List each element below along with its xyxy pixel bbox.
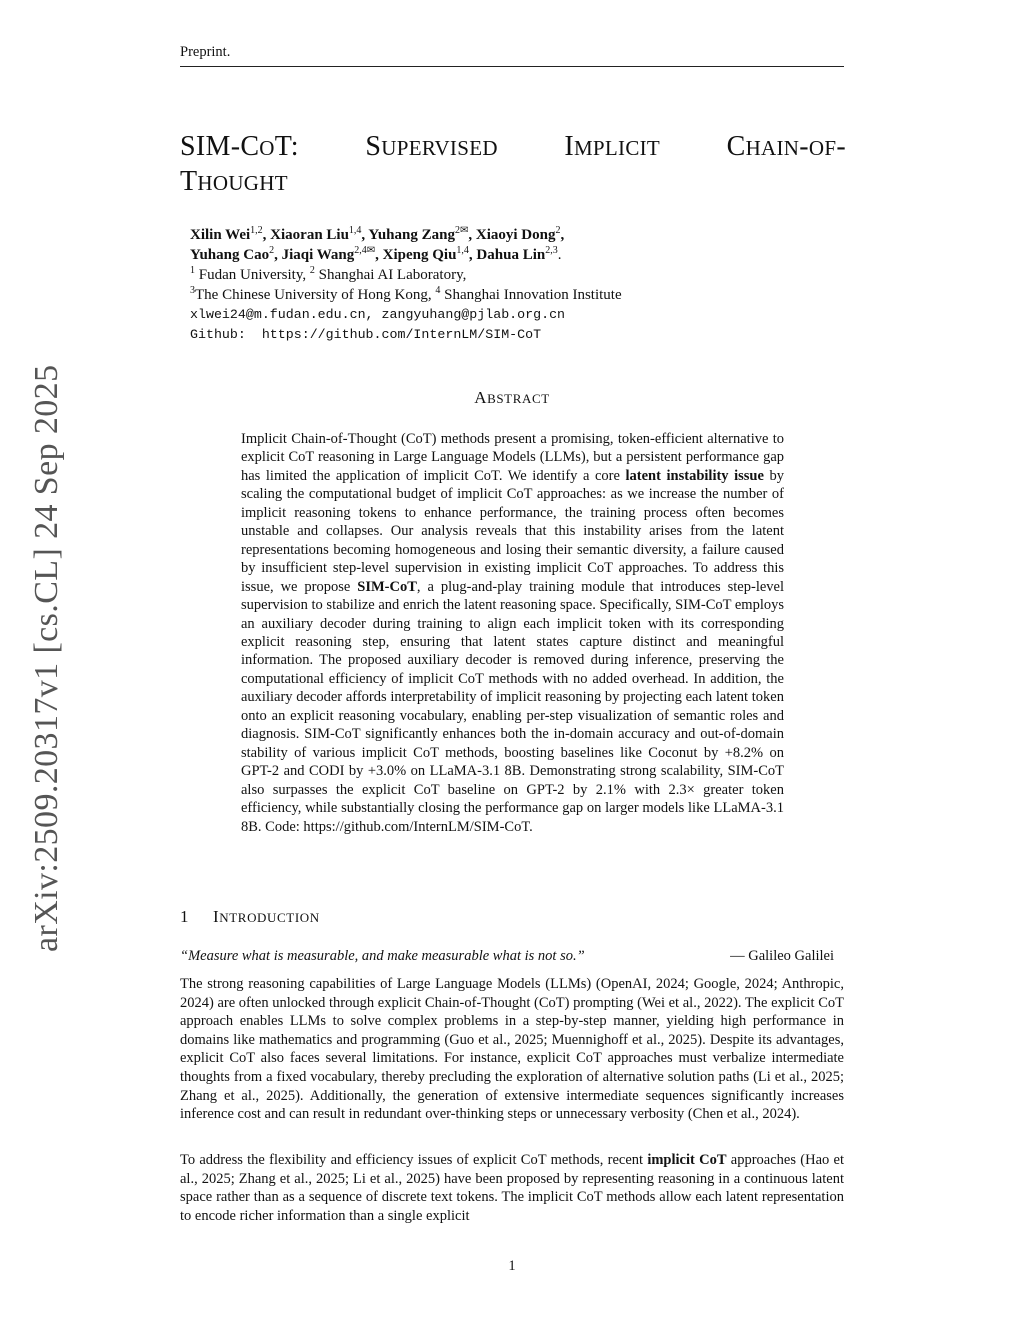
arxiv-identifier: arXiv:2509.20317v1 [cs.CL] 24 Sep 2025 bbox=[28, 364, 65, 952]
epigraph-attribution: — Galileo Galilei bbox=[730, 948, 834, 964]
running-header: Preprint. bbox=[180, 44, 844, 67]
author-emails: xlwei24@m.fudan.edu.cn, zangyuhang@pjlab.org.cn bbox=[190, 307, 566, 322]
author-block bbox=[190, 225, 840, 345]
epigraph bbox=[180, 948, 844, 965]
abstract-body: Implicit Chain-of-Thought (CoT) methods present a promising, token-efficient alternative to explicit CoT reasoning in Large Language Models (LLMs), but a persistent performance gap has limited the application of implicit CoT. We identify a core latent instability issue by scaling the computational budget of implicit CoT approaches: as we increase the number of implicit reasoning tokens to enhance performance, the training process often becomes unstable and collapses. Our analysis reveals that this instability arises from the latent representations becoming homogeneous and losing their semantic diversity, a failure caused by insufficient step-level supervision in existing implicit CoT approaches. To address this issue, we propose SIM-CoT, a plug-and-play training module that introduces step-level supervision to stabilize and enrich the latent reasoning space. Specifically, SIM-CoT employs an auxiliary decoder during training to align each implicit token with its corresponding explicit reasoning step, ensuring that latent states capture distinct and meaningful information. The proposed auxiliary decoder is removed during inference, preserving the computational efficiency of implicit CoT methods with no added overhead. In addition, the auxiliary decoder affords interpretability of implicit reasoning by projecting each latent token onto an explicit reasoning vocabulary, enabling per-step visualization of semantic roles and diagnosis. SIM-CoT significantly enhances both the in-domain accuracy and out-of-domain stability of various implicit CoT methods, boosting baselines like Coconut by +8.2% on GPT-2 and CODI by +3.0% on LLaMA-3.1 8B. Demonstrating strong scalability, SIM-CoT also surpasses the explicit CoT baseline on GPT-2 by 2.1% with 2.3× greater token efficiency, while substantially closing the performance gap on larger models like LLaMA-3.1 8B. Code: https://github.com/InternLM/SIM-CoT. bbox=[241, 431, 785, 835]
title-word-supervised: SUPERVISED bbox=[365, 131, 498, 162]
title-line-2: THOUGHT bbox=[180, 166, 288, 197]
title-word-chain-of: CHAIN-OF- bbox=[726, 131, 846, 162]
abstract-bold-term: latent instability issue bbox=[625, 467, 764, 484]
paper-title bbox=[180, 130, 846, 200]
abstract-heading: ABSTRACT bbox=[474, 388, 550, 407]
title-word-simcot: SIM-COT: bbox=[180, 131, 299, 162]
intro-bold-term: implicit CoT bbox=[647, 1152, 727, 1168]
title-line-1 bbox=[180, 130, 846, 165]
section-heading-introduction: 1 INTRODUCTION bbox=[180, 907, 320, 926]
affiliation-line-2: $^3$The Chinese University of Hong Kong, $^4$ Shanghai Innovation Institute bbox=[190, 285, 622, 303]
intro-paragraph-2: To address the flexibility and efficiency issues of explicit CoT methods, recent implicit CoT approaches (Hao et al., 2025; Zhang et al., 2025; Li et al., 2025) have been proposed by representing reasoning in a continuous latent space rather than as a sequence of discrete text tokens. The implicit CoT methods allow each latent representation to encode richer information than a single explicit bbox=[180, 1152, 845, 1224]
author-line-1: Xilin Wei$^{1,2}$, Xiaoran Liu$^{1,4}$, Yuhang Zang$^{2✉}$, Xiaoyi Dong$^2$, bbox=[190, 225, 565, 243]
affiliation-line-1: $^1$ Fudan University, $^2$ Shanghai AI Laboratory, bbox=[190, 265, 467, 283]
page-number: 1 bbox=[508, 1258, 516, 1274]
github-link[interactable]: Github: https://github.com/InternLM/SIM-CoT bbox=[190, 327, 542, 342]
abstract-bold-method: SIM-CoT bbox=[357, 578, 417, 595]
title-word-implicit: IMPLICIT bbox=[564, 131, 661, 162]
author-line-2: Yuhang Cao$^2$, Jiaqi Wang$^{2,4✉}$, Xipeng Qiu$^{1,4}$, Dahua Lin$^{2,3}$. bbox=[190, 245, 562, 263]
epigraph-quote: “Measure what is measurable, and make measurable what is not so.” bbox=[180, 948, 585, 964]
intro-paragraph-1: The strong reasoning capabilities of Large Language Models (LLMs) (OpenAI, 2024; Google, 2024; Anthropic, 2024) are often unlocked through explicit Chain-of-Thought (CoT) prompting (Wei et al., 2022). The explicit CoT approach enables LLMs to solve complex problems in a step-by-step manner, yielding high performance in domains like mathematics and programming (Guo et al., 2025; Muennighoff et al., 2025). Despite its advantages, explicit CoT also faces several limitations. For instance, explicit CoT approaches must verbalize intermediate thoughts from a fixed vocabulary, thereby precluding the exploration of alternative solution paths (Li et al., 2025; Zhang et al., 2025). Additionally, the generation of extensive intermediate sequences significantly increases inference cost and can result in redundant over-thinking steps or unnecessary verbosity (Chen et al., 2024). bbox=[180, 976, 844, 1123]
